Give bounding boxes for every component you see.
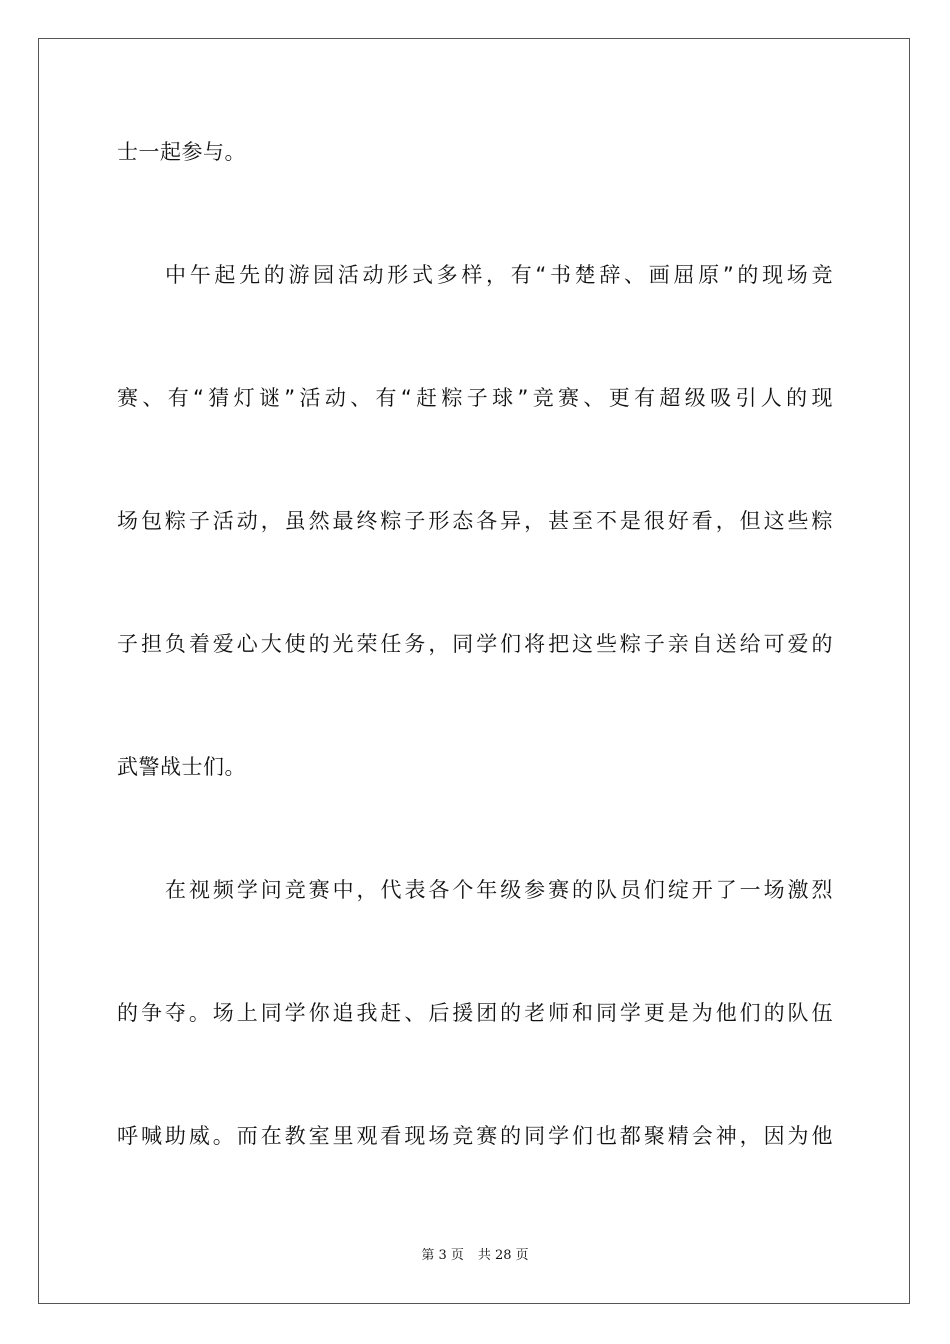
text-line-5: 子担负着爱心大使的光荣任务，同学们将把这些粽子亲自送给可爱的 <box>117 632 833 656</box>
page-number: 第 3 页 <box>421 1248 464 1263</box>
text-line-8: 的争夺。场上同学你追我赶、后援团的老师和同学更是为他们的队伍 <box>117 1001 833 1025</box>
text-line-2: 中午起先的游园活动形式多样，有“书楚辞、画屈原”的现场竞 <box>165 263 833 287</box>
page-border <box>38 38 910 1304</box>
page-footer <box>0 1247 950 1265</box>
text-line-6: 武警战士们。 <box>117 755 246 779</box>
total-pages: 共 28 页 <box>477 1248 529 1263</box>
text-line-7: 在视频学问竞赛中，代表各个年级参赛的队员们绽开了一场激烈 <box>165 878 833 902</box>
text-line-4: 场包粽子活动，虽然最终粽子形态各异，甚至不是很好看，但这些粽 <box>117 509 833 533</box>
text-line-1: 士一起参与。 <box>117 140 246 164</box>
text-line-3: 赛、有“猜灯谜”活动、有“赶粽子球”竞赛、更有超级吸引人的现 <box>117 386 833 410</box>
text-line-9: 呼喊助威。而在教室里观看现场竞赛的同学们也都聚精会神，因为他 <box>117 1124 833 1148</box>
